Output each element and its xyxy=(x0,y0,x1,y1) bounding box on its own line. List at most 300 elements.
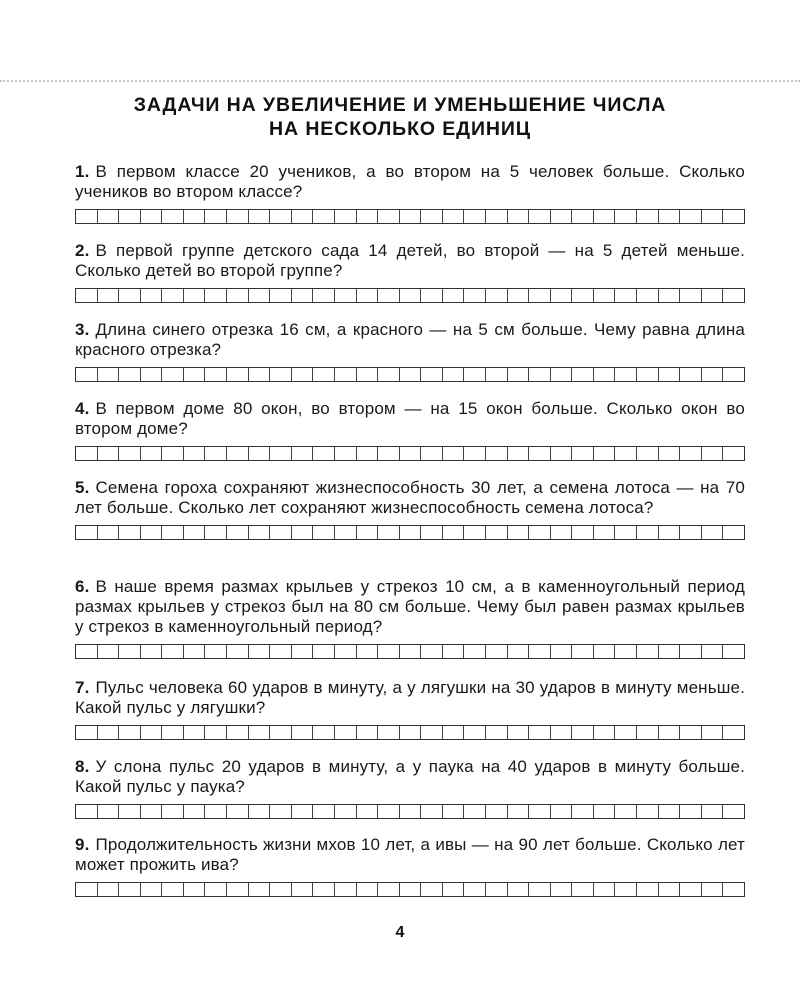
answer-cell[interactable] xyxy=(357,289,379,302)
answer-cell[interactable] xyxy=(162,645,184,658)
answer-cell[interactable] xyxy=(464,210,486,223)
answer-cell[interactable] xyxy=(292,645,314,658)
answer-cell[interactable] xyxy=(659,645,681,658)
answer-cell[interactable] xyxy=(98,447,120,460)
answer-cell[interactable] xyxy=(464,447,486,460)
answer-cell[interactable] xyxy=(464,883,486,896)
answer-cell[interactable] xyxy=(313,289,335,302)
answer-cell[interactable] xyxy=(227,645,249,658)
answer-cell[interactable] xyxy=(637,368,659,381)
answer-cell[interactable] xyxy=(400,526,422,539)
answer-cell[interactable] xyxy=(162,289,184,302)
answer-cell[interactable] xyxy=(508,526,530,539)
answer-cell[interactable] xyxy=(594,726,616,739)
answer-cell[interactable] xyxy=(227,210,249,223)
answer-cell[interactable] xyxy=(443,368,465,381)
answer-cell[interactable] xyxy=(637,210,659,223)
answer-cell[interactable] xyxy=(141,289,163,302)
answer-cell[interactable] xyxy=(572,210,594,223)
answer-cell[interactable] xyxy=(615,883,637,896)
answer-cell[interactable] xyxy=(270,447,292,460)
answer-cell[interactable] xyxy=(529,368,551,381)
answer-cell[interactable] xyxy=(76,447,98,460)
answer-cell[interactable] xyxy=(184,805,206,818)
answer-cell[interactable] xyxy=(270,805,292,818)
answer-cell[interactable] xyxy=(227,289,249,302)
answer-cell[interactable] xyxy=(400,726,422,739)
task-question: Семена гороха сохраняют жизнеспособность 30 лет, а семена лотоса — на 70 лет больше. Сколько лет сохраняют жизнеспособность семена лотоса? xyxy=(75,478,745,517)
answer-cell[interactable] xyxy=(615,526,637,539)
answer-cell[interactable] xyxy=(98,210,120,223)
answer-cell[interactable] xyxy=(292,447,314,460)
answer-cell[interactable] xyxy=(680,526,702,539)
answer-cell[interactable] xyxy=(313,210,335,223)
answer-cell[interactable] xyxy=(702,883,724,896)
answer-cell[interactable] xyxy=(227,883,249,896)
answer-cell[interactable] xyxy=(184,210,206,223)
answer-cell[interactable] xyxy=(551,726,573,739)
answer-cell[interactable] xyxy=(421,805,443,818)
answer-cell[interactable] xyxy=(443,526,465,539)
answer-grid[interactable] xyxy=(75,804,745,819)
answer-cell[interactable] xyxy=(723,645,744,658)
answer-cell[interactable] xyxy=(357,368,379,381)
answer-cell[interactable] xyxy=(141,805,163,818)
answer-cell[interactable] xyxy=(205,883,227,896)
answer-cell[interactable] xyxy=(141,447,163,460)
answer-cell[interactable] xyxy=(292,289,314,302)
answer-cell[interactable] xyxy=(421,726,443,739)
answer-cell[interactable] xyxy=(76,726,98,739)
answer-cell[interactable] xyxy=(594,883,616,896)
answer-cell[interactable] xyxy=(486,805,508,818)
answer-cell[interactable] xyxy=(184,526,206,539)
answer-cell[interactable] xyxy=(292,210,314,223)
answer-cell[interactable] xyxy=(508,210,530,223)
answer-cell[interactable] xyxy=(529,447,551,460)
answer-cell[interactable] xyxy=(378,645,400,658)
answer-cell[interactable] xyxy=(292,368,314,381)
answer-cell[interactable] xyxy=(141,368,163,381)
answer-cell[interactable] xyxy=(227,368,249,381)
answer-cell[interactable] xyxy=(335,447,357,460)
answer-cell[interactable] xyxy=(680,289,702,302)
answer-cell[interactable] xyxy=(119,210,141,223)
answer-cell[interactable] xyxy=(162,726,184,739)
answer-cell[interactable] xyxy=(335,210,357,223)
answer-cell[interactable] xyxy=(508,289,530,302)
answer-cell[interactable] xyxy=(378,368,400,381)
answer-cell[interactable] xyxy=(594,210,616,223)
answer-cell[interactable] xyxy=(162,447,184,460)
answer-cell[interactable] xyxy=(680,210,702,223)
answer-cell[interactable] xyxy=(205,368,227,381)
answer-cell[interactable] xyxy=(76,883,98,896)
answer-cell[interactable] xyxy=(529,526,551,539)
answer-cell[interactable] xyxy=(702,368,724,381)
answer-cell[interactable] xyxy=(98,883,120,896)
task-number: 7. xyxy=(75,678,90,697)
answer-cell[interactable] xyxy=(335,289,357,302)
answer-cell[interactable] xyxy=(270,368,292,381)
answer-grid[interactable] xyxy=(75,882,745,897)
answer-cell[interactable] xyxy=(443,210,465,223)
answer-cell[interactable] xyxy=(141,883,163,896)
answer-cell[interactable] xyxy=(249,447,271,460)
answer-cell[interactable] xyxy=(464,726,486,739)
answer-cell[interactable] xyxy=(313,447,335,460)
answer-cell[interactable] xyxy=(659,447,681,460)
answer-cell[interactable] xyxy=(421,526,443,539)
answer-cell[interactable] xyxy=(162,526,184,539)
task-7 xyxy=(75,678,745,740)
answer-cell[interactable] xyxy=(637,289,659,302)
answer-cell[interactable] xyxy=(615,289,637,302)
answer-cell[interactable] xyxy=(98,645,120,658)
answer-cell[interactable] xyxy=(702,289,724,302)
answer-grid[interactable] xyxy=(75,446,745,461)
answer-cell[interactable] xyxy=(443,447,465,460)
answer-cell[interactable] xyxy=(615,645,637,658)
answer-cell[interactable] xyxy=(313,883,335,896)
answer-cell[interactable] xyxy=(508,883,530,896)
answer-cell[interactable] xyxy=(205,447,227,460)
page-title xyxy=(0,93,800,141)
answer-cell[interactable] xyxy=(572,805,594,818)
answer-cell[interactable] xyxy=(141,645,163,658)
answer-cell[interactable] xyxy=(529,289,551,302)
task-question: В первом классе 20 учеников, а во втором на 5 человек больше. Сколько учеников во втором классе? xyxy=(75,162,745,201)
answer-cell[interactable] xyxy=(98,289,120,302)
answer-cell[interactable] xyxy=(162,368,184,381)
task-text xyxy=(75,162,745,202)
answer-cell[interactable] xyxy=(486,447,508,460)
answer-cell[interactable] xyxy=(313,726,335,739)
answer-cell[interactable] xyxy=(184,289,206,302)
answer-cell[interactable] xyxy=(421,447,443,460)
answer-cell[interactable] xyxy=(659,805,681,818)
answer-cell[interactable] xyxy=(723,210,744,223)
answer-cell[interactable] xyxy=(486,210,508,223)
answer-cell[interactable] xyxy=(249,289,271,302)
answer-cell[interactable] xyxy=(184,368,206,381)
answer-cell[interactable] xyxy=(421,883,443,896)
answer-cell[interactable] xyxy=(270,883,292,896)
answer-cell[interactable] xyxy=(205,726,227,739)
answer-cell[interactable] xyxy=(702,805,724,818)
answer-cell[interactable] xyxy=(443,726,465,739)
answer-cell[interactable] xyxy=(378,726,400,739)
answer-cell[interactable] xyxy=(659,526,681,539)
answer-cell[interactable] xyxy=(162,210,184,223)
answer-cell[interactable] xyxy=(378,289,400,302)
answer-cell[interactable] xyxy=(723,368,744,381)
answer-grid[interactable] xyxy=(75,725,745,740)
answer-cell[interactable] xyxy=(637,883,659,896)
answer-cell[interactable] xyxy=(572,883,594,896)
answer-cell[interactable] xyxy=(551,805,573,818)
answer-cell[interactable] xyxy=(615,210,637,223)
answer-cell[interactable] xyxy=(357,645,379,658)
answer-cell[interactable] xyxy=(680,883,702,896)
answer-cell[interactable] xyxy=(270,645,292,658)
answer-cell[interactable] xyxy=(637,726,659,739)
answer-cell[interactable] xyxy=(551,368,573,381)
answer-cell[interactable] xyxy=(702,726,724,739)
answer-cell[interactable] xyxy=(572,289,594,302)
answer-grid[interactable] xyxy=(75,367,745,382)
answer-cell[interactable] xyxy=(335,368,357,381)
answer-cell[interactable] xyxy=(270,726,292,739)
answer-cell[interactable] xyxy=(378,805,400,818)
answer-cell[interactable] xyxy=(76,210,98,223)
answer-cell[interactable] xyxy=(508,645,530,658)
answer-cell[interactable] xyxy=(594,368,616,381)
answer-cell[interactable] xyxy=(378,883,400,896)
answer-cell[interactable] xyxy=(702,447,724,460)
answer-cell[interactable] xyxy=(119,447,141,460)
answer-cell[interactable] xyxy=(270,289,292,302)
answer-cell[interactable] xyxy=(443,289,465,302)
task-question: Пульс человека 60 ударов в минуту, а у лягушки на 30 ударов в минуту меньше. Какой пульс у лягушки? xyxy=(75,678,745,717)
answer-cell[interactable] xyxy=(292,526,314,539)
answer-cell[interactable] xyxy=(119,289,141,302)
answer-cell[interactable] xyxy=(464,526,486,539)
answer-cell[interactable] xyxy=(551,210,573,223)
answer-cell[interactable] xyxy=(400,447,422,460)
answer-cell[interactable] xyxy=(357,726,379,739)
answer-cell[interactable] xyxy=(292,726,314,739)
answer-cell[interactable] xyxy=(572,526,594,539)
answer-cell[interactable] xyxy=(378,210,400,223)
answer-cell[interactable] xyxy=(594,447,616,460)
answer-cell[interactable] xyxy=(723,805,744,818)
answer-cell[interactable] xyxy=(443,805,465,818)
answer-cell[interactable] xyxy=(400,883,422,896)
answer-cell[interactable] xyxy=(76,289,98,302)
answer-cell[interactable] xyxy=(335,883,357,896)
answer-cell[interactable] xyxy=(313,645,335,658)
answer-cell[interactable] xyxy=(486,526,508,539)
answer-cell[interactable] xyxy=(227,526,249,539)
answer-cell[interactable] xyxy=(486,368,508,381)
answer-cell[interactable] xyxy=(486,883,508,896)
answer-cell[interactable] xyxy=(615,368,637,381)
answer-cell[interactable] xyxy=(119,645,141,658)
answer-cell[interactable] xyxy=(659,368,681,381)
answer-cell[interactable] xyxy=(313,526,335,539)
answer-cell[interactable] xyxy=(702,645,724,658)
answer-cell[interactable] xyxy=(529,210,551,223)
answer-cell[interactable] xyxy=(572,368,594,381)
answer-cell[interactable] xyxy=(723,526,744,539)
answer-cell[interactable] xyxy=(249,210,271,223)
answer-grid[interactable] xyxy=(75,525,745,540)
answer-cell[interactable] xyxy=(292,883,314,896)
answer-cell[interactable] xyxy=(184,726,206,739)
answer-cell[interactable] xyxy=(637,805,659,818)
answer-cell[interactable] xyxy=(723,289,744,302)
answer-cell[interactable] xyxy=(119,883,141,896)
answer-cell[interactable] xyxy=(529,726,551,739)
task-text xyxy=(75,678,745,718)
answer-cell[interactable] xyxy=(335,726,357,739)
answer-cell[interactable] xyxy=(680,805,702,818)
answer-cell[interactable] xyxy=(357,447,379,460)
answer-cell[interactable] xyxy=(443,883,465,896)
answer-cell[interactable] xyxy=(702,210,724,223)
answer-cell[interactable] xyxy=(98,526,120,539)
answer-cell[interactable] xyxy=(594,526,616,539)
answer-cell[interactable] xyxy=(529,805,551,818)
answer-cell[interactable] xyxy=(400,645,422,658)
answer-cell[interactable] xyxy=(76,805,98,818)
answer-cell[interactable] xyxy=(335,645,357,658)
answer-cell[interactable] xyxy=(594,805,616,818)
answer-cell[interactable] xyxy=(249,368,271,381)
answer-cell[interactable] xyxy=(270,210,292,223)
answer-cell[interactable] xyxy=(98,805,120,818)
answer-cell[interactable] xyxy=(551,883,573,896)
answer-cell[interactable] xyxy=(680,368,702,381)
answer-cell[interactable] xyxy=(551,526,573,539)
answer-cell[interactable] xyxy=(529,645,551,658)
answer-cell[interactable] xyxy=(335,526,357,539)
answer-cell[interactable] xyxy=(205,289,227,302)
answer-cell[interactable] xyxy=(637,645,659,658)
answer-cell[interactable] xyxy=(572,726,594,739)
answer-cell[interactable] xyxy=(357,210,379,223)
answer-cell[interactable] xyxy=(680,645,702,658)
answer-cell[interactable] xyxy=(443,645,465,658)
answer-cell[interactable] xyxy=(313,368,335,381)
answer-cell[interactable] xyxy=(659,210,681,223)
answer-cell[interactable] xyxy=(184,883,206,896)
answer-cell[interactable] xyxy=(162,883,184,896)
answer-cell[interactable] xyxy=(292,805,314,818)
answer-cell[interactable] xyxy=(400,368,422,381)
answer-cell[interactable] xyxy=(141,726,163,739)
answer-cell[interactable] xyxy=(227,447,249,460)
answer-cell[interactable] xyxy=(119,526,141,539)
answer-cell[interactable] xyxy=(205,526,227,539)
answer-cell[interactable] xyxy=(572,645,594,658)
answer-cell[interactable] xyxy=(249,726,271,739)
answer-cell[interactable] xyxy=(378,526,400,539)
answer-cell[interactable] xyxy=(508,726,530,739)
answer-cell[interactable] xyxy=(486,726,508,739)
answer-cell[interactable] xyxy=(637,447,659,460)
answer-cell[interactable] xyxy=(551,447,573,460)
answer-cell[interactable] xyxy=(205,805,227,818)
answer-cell[interactable] xyxy=(551,645,573,658)
answer-cell[interactable] xyxy=(400,210,422,223)
answer-cell[interactable] xyxy=(702,526,724,539)
answer-cell[interactable] xyxy=(421,645,443,658)
answer-cell[interactable] xyxy=(615,726,637,739)
answer-cell[interactable] xyxy=(313,805,335,818)
answer-cell[interactable] xyxy=(119,368,141,381)
answer-cell[interactable] xyxy=(119,726,141,739)
answer-cell[interactable] xyxy=(615,805,637,818)
answer-cell[interactable] xyxy=(464,805,486,818)
answer-cell[interactable] xyxy=(508,447,530,460)
answer-cell[interactable] xyxy=(357,805,379,818)
answer-cell[interactable] xyxy=(249,805,271,818)
task-text xyxy=(75,835,745,875)
answer-cell[interactable] xyxy=(680,726,702,739)
answer-cell[interactable] xyxy=(76,368,98,381)
answer-cell[interactable] xyxy=(162,805,184,818)
answer-cell[interactable] xyxy=(421,210,443,223)
answer-cell[interactable] xyxy=(184,447,206,460)
answer-cell[interactable] xyxy=(680,447,702,460)
answer-cell[interactable] xyxy=(141,526,163,539)
answer-cell[interactable] xyxy=(615,447,637,460)
answer-cell[interactable] xyxy=(400,805,422,818)
answer-cell[interactable] xyxy=(594,289,616,302)
answer-cell[interactable] xyxy=(249,883,271,896)
answer-cell[interactable] xyxy=(249,526,271,539)
answer-cell[interactable] xyxy=(486,289,508,302)
task-text xyxy=(75,320,745,360)
answer-cell[interactable] xyxy=(249,645,271,658)
answer-cell[interactable] xyxy=(637,526,659,539)
answer-cell[interactable] xyxy=(205,645,227,658)
task-number: 6. xyxy=(75,577,90,596)
answer-grid[interactable] xyxy=(75,644,745,659)
answer-cell[interactable] xyxy=(659,726,681,739)
answer-cell[interactable] xyxy=(270,526,292,539)
answer-cell[interactable] xyxy=(184,645,206,658)
answer-cell[interactable] xyxy=(400,289,422,302)
answer-cell[interactable] xyxy=(659,883,681,896)
answer-cell[interactable] xyxy=(421,368,443,381)
answer-cell[interactable] xyxy=(572,447,594,460)
answer-cell[interactable] xyxy=(464,368,486,381)
answer-cell[interactable] xyxy=(508,805,530,818)
answer-grid[interactable] xyxy=(75,209,745,224)
answer-cell[interactable] xyxy=(205,210,227,223)
answer-cell[interactable] xyxy=(76,526,98,539)
answer-cell[interactable] xyxy=(464,289,486,302)
answer-cell[interactable] xyxy=(723,726,744,739)
answer-cell[interactable] xyxy=(119,805,141,818)
answer-cell[interactable] xyxy=(464,645,486,658)
answer-cell[interactable] xyxy=(486,645,508,658)
answer-cell[interactable] xyxy=(421,289,443,302)
answer-cell[interactable] xyxy=(76,645,98,658)
task-3 xyxy=(75,320,745,382)
answer-cell[interactable] xyxy=(357,526,379,539)
answer-cell[interactable] xyxy=(357,883,379,896)
answer-cell[interactable] xyxy=(723,447,744,460)
answer-cell[interactable] xyxy=(551,289,573,302)
answer-cell[interactable] xyxy=(659,289,681,302)
answer-cell[interactable] xyxy=(98,368,120,381)
answer-cell[interactable] xyxy=(227,805,249,818)
answer-cell[interactable] xyxy=(335,805,357,818)
answer-cell[interactable] xyxy=(141,210,163,223)
answer-cell[interactable] xyxy=(594,645,616,658)
answer-cell[interactable] xyxy=(529,883,551,896)
answer-cell[interactable] xyxy=(508,368,530,381)
answer-cell[interactable] xyxy=(378,447,400,460)
answer-cell[interactable] xyxy=(723,883,744,896)
answer-grid[interactable] xyxy=(75,288,745,303)
answer-cell[interactable] xyxy=(98,726,120,739)
answer-cell[interactable] xyxy=(227,726,249,739)
